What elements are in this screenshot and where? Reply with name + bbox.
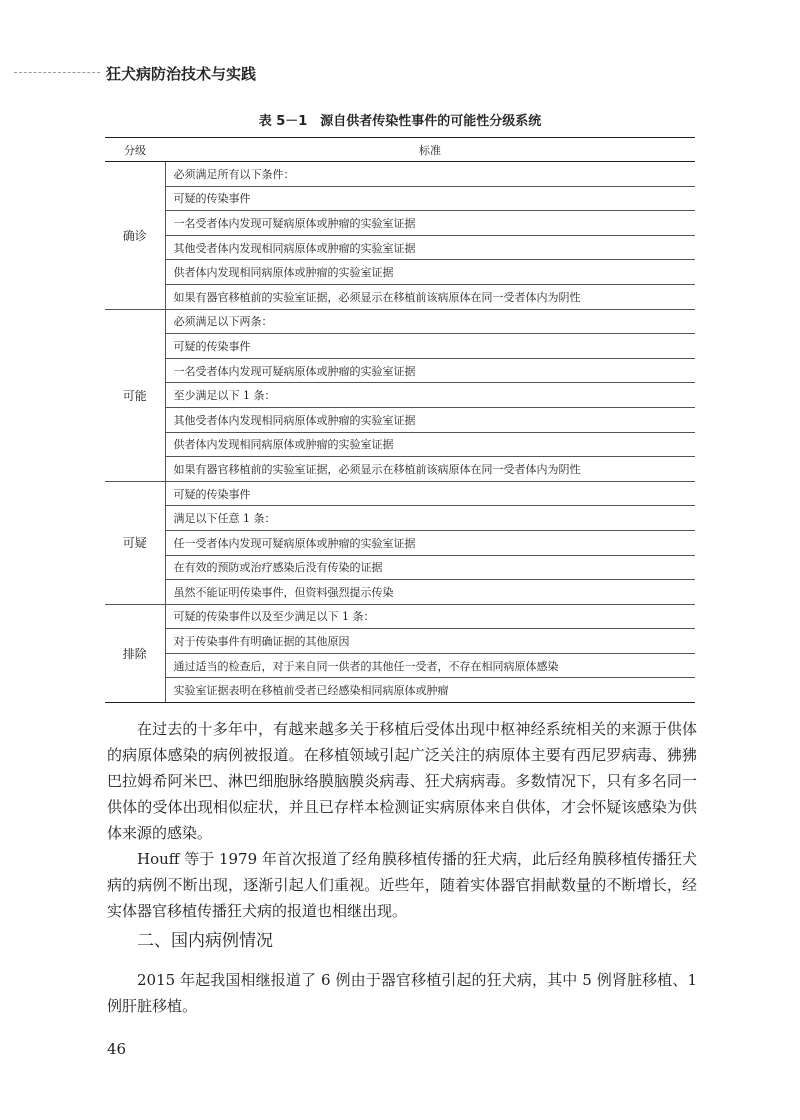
table-row [105, 629, 695, 654]
criterion-cell: 至少满足以下 1 条： [165, 383, 695, 408]
paragraph: Houff 等于 1979 年首次报道了经角膜移植传播的狂犬病，此后经角膜移植传播狂犬病的病例不断出现，逐渐引起人们重视。近些年，随着实体器官捐献数量的不断增长，经实体器官移植传播狂犬病的报道也相继出现。 [107, 850, 697, 920]
table-row [105, 481, 695, 506]
table-row [105, 580, 695, 605]
grade-cell: 确诊 [105, 162, 165, 310]
criterion-cell: 任一受者体内发现可疑病原体或肿瘤的实验室证据 [165, 530, 695, 555]
table-row [105, 506, 695, 531]
criterion-cell: 一名受者体内发现可疑病原体或肿瘤的实验室证据 [165, 358, 695, 383]
running-title: 狂犬病防治技术与实践 [106, 65, 257, 83]
grade-cell: 排除 [105, 604, 165, 702]
table-row [105, 432, 695, 457]
table-row [105, 457, 695, 482]
criterion-cell: 在有效的预防或治疗感染后没有传染的证据 [165, 555, 695, 580]
grade-cell: 可疑 [105, 481, 165, 604]
table-row [105, 334, 695, 359]
criterion-cell: 如果有器官移植前的实验室证据，必须显示在移植前该病原体在同一受者体内为阴性 [165, 284, 695, 309]
criterion-cell: 其他受者体内发现相同病原体或肿瘤的实验室证据 [165, 407, 695, 432]
table-body [105, 162, 695, 703]
table-row [105, 260, 695, 285]
criterion-cell: 如果有器官移植前的实验室证据，必须显示在移植前该病原体在同一受者体内为阴性 [165, 457, 695, 482]
section-heading: 二、国内病例情况 [137, 931, 273, 951]
table-row [105, 162, 695, 187]
page-number: 46 [107, 1040, 127, 1058]
criterion-cell: 通过适当的检查后，对于来自同一供者的其他任一受者，不存在相同病原体感染 [165, 653, 695, 678]
table-row [105, 211, 695, 236]
criterion-cell: 可疑的传染事件 [165, 186, 695, 211]
table-row [105, 678, 695, 703]
table-row [105, 530, 695, 555]
table-row [105, 407, 695, 432]
grading-table [105, 137, 695, 703]
table-row [105, 555, 695, 580]
criterion-cell: 对于传染事件有明确证据的其他原因 [165, 629, 695, 654]
table-header-row [105, 138, 695, 162]
criterion-cell: 其他受者体内发现相同病原体或肿瘤的实验室证据 [165, 235, 695, 260]
criterion-cell: 必须满足所有以下条件： [165, 162, 695, 187]
table-row [105, 309, 695, 334]
header-criteria: 标准 [165, 138, 695, 162]
criterion-cell: 供者体内发现相同病原体或肿瘤的实验室证据 [165, 432, 695, 457]
criterion-cell: 满足以下任意 1 条： [165, 506, 695, 531]
criterion-cell: 供者体内发现相同病原体或肿瘤的实验室证据 [165, 260, 695, 285]
criterion-cell: 必须满足以下两条： [165, 309, 695, 334]
header-grade: 分级 [105, 138, 165, 162]
table-row [105, 358, 695, 383]
criterion-cell: 可疑的传染事件 [165, 481, 695, 506]
paragraph: 在过去的十多年中，有越来越多关于移植后受体出现中枢神经系统相关的来源于供体的病原体感染的病例被报道。在移植领域引起广泛关注的病原体主要有西尼罗病毒、狒狒巴拉姆希阿米巴、淋巴细胞脉络膜脑膜炎病毒、狂犬病病毒。多数情况下，只有多名同一供体的受体出现相似症状，并且已存样本检测证实病原体来自供体，才会怀疑该感染为供体来源的感染。 [107, 720, 697, 842]
table-row [105, 383, 695, 408]
table-row [105, 653, 695, 678]
table-row [105, 186, 695, 211]
criterion-cell: 可疑的传染事件 [165, 334, 695, 359]
table-row [105, 284, 695, 309]
criterion-cell: 实验室证据表明在移植前受者已经感染相同病原体或肿瘤 [165, 678, 695, 703]
criterion-cell: 可疑的传染事件以及至少满足以下 1 条： [165, 604, 695, 629]
table-row [105, 604, 695, 629]
table-row [105, 235, 695, 260]
table-caption: 表 5－1 源自供者传染性事件的可能性分级系统 [258, 114, 542, 129]
header-dashed-rule [14, 72, 100, 73]
criterion-cell: 虽然不能证明传染事件，但资料强烈提示传染 [165, 580, 695, 605]
criterion-cell: 一名受者体内发现可疑病原体或肿瘤的实验室证据 [165, 211, 695, 236]
grade-cell: 可能 [105, 309, 165, 481]
paragraph: 2015 年起我国相继报道了 6 例由于器官移植引起的狂犬病，其中 5 例肾脏移植、1 例肝脏移植。 [107, 971, 697, 1015]
